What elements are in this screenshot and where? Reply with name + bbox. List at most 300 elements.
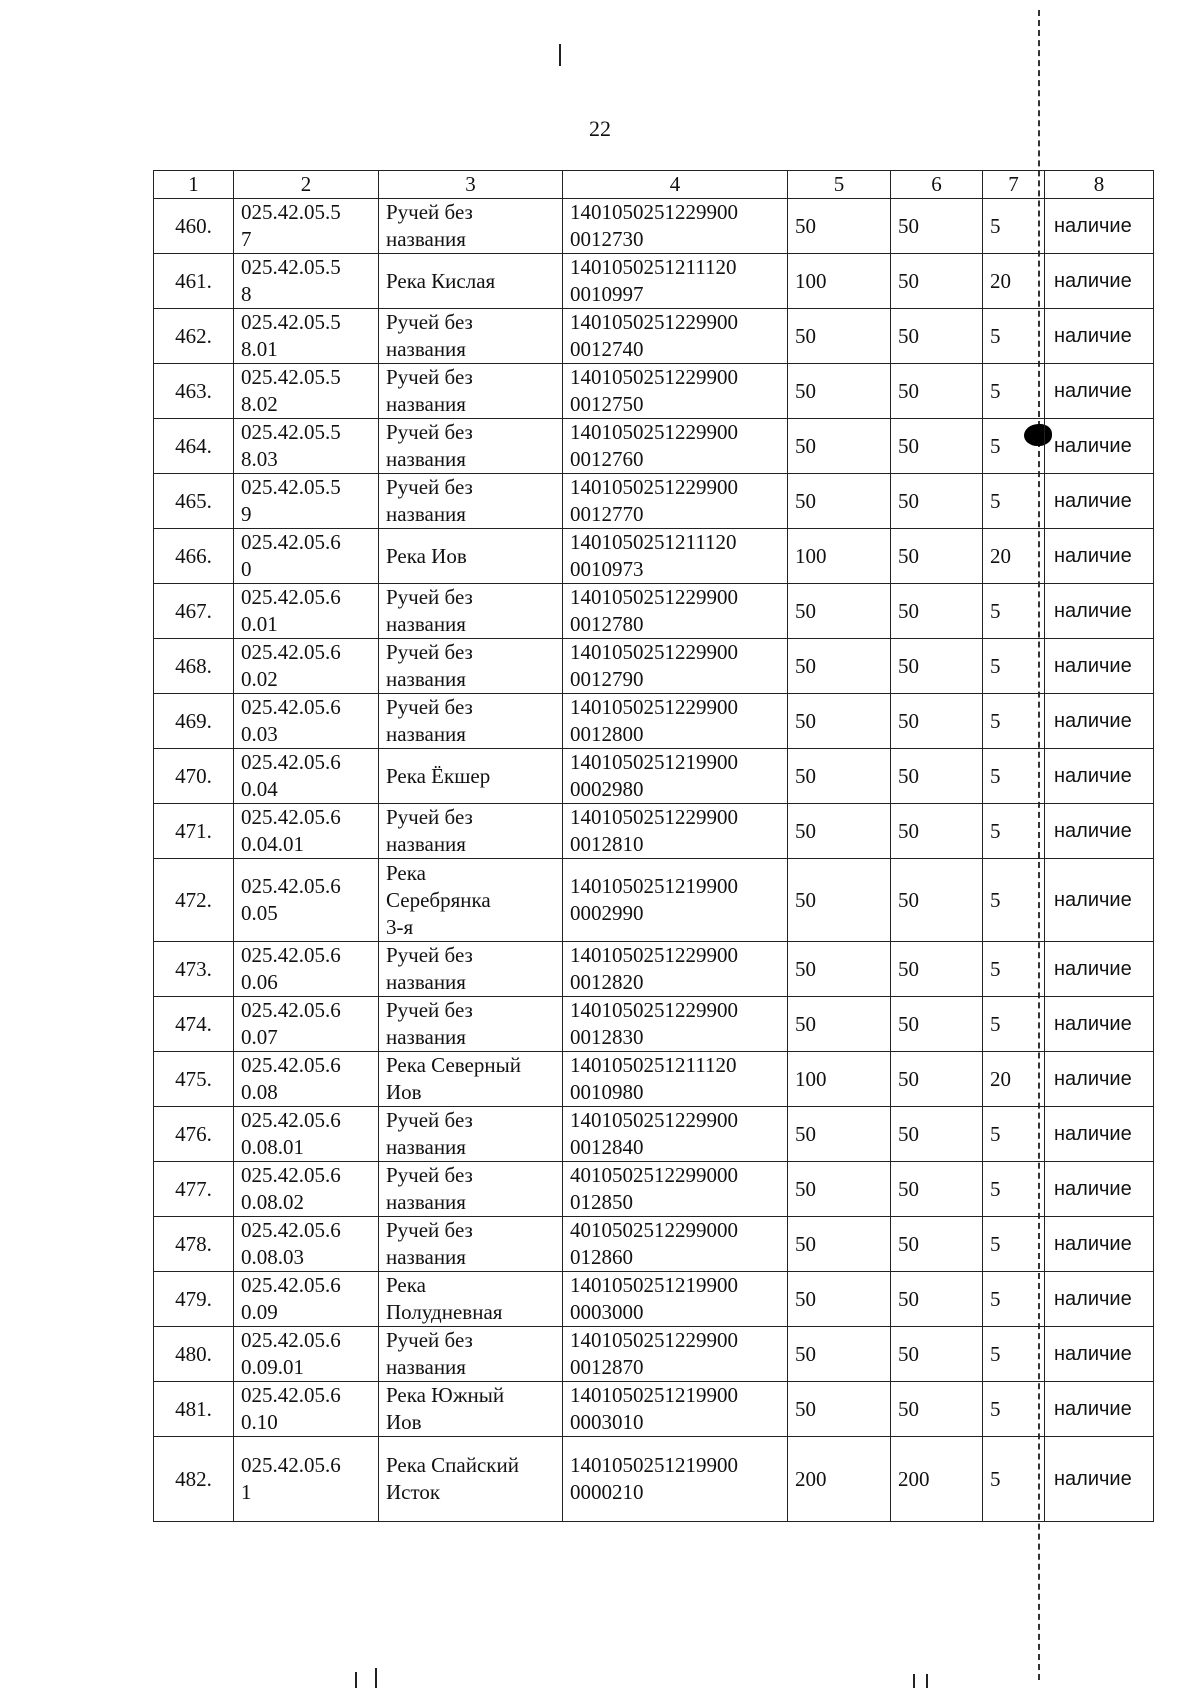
name-cell-line: Река Ёкшер — [386, 763, 491, 788]
row-number-cell: 476. — [154, 1107, 234, 1162]
name-cell-line: названия — [386, 612, 466, 636]
presence-cell: наличие — [1045, 199, 1154, 254]
value-cell-7: 5 — [983, 694, 1045, 749]
presence-cell: наличие — [1045, 639, 1154, 694]
registry-code-cell-line: 0012820 — [570, 970, 644, 994]
code-cell — [234, 1217, 379, 1272]
registry-code-cell — [563, 804, 788, 859]
code-cell-line: 025.42.05.6 — [241, 695, 341, 719]
code-cell — [234, 419, 379, 474]
name-cell-line: названия — [386, 1025, 466, 1049]
code-cell — [234, 694, 379, 749]
row-number-cell: 475. — [154, 1052, 234, 1107]
name-cell-line: Река — [386, 1273, 426, 1297]
code-cell — [234, 199, 379, 254]
code-cell — [234, 364, 379, 419]
value-cell-7: 20 — [983, 529, 1045, 584]
registry-code-cell — [563, 1382, 788, 1437]
value-cell-6: 50 — [891, 474, 983, 529]
presence-cell: наличие — [1045, 364, 1154, 419]
code-cell-line: 0.02 — [241, 667, 278, 691]
value-cell-6: 50 — [891, 997, 983, 1052]
code-cell — [234, 997, 379, 1052]
name-cell-line: Исток — [386, 1480, 441, 1504]
registry-code-cell — [563, 199, 788, 254]
value-cell-7: 5 — [983, 309, 1045, 364]
value-cell-7: 5 — [983, 1437, 1045, 1522]
table-row — [154, 254, 1154, 309]
column-header: 5 — [788, 171, 891, 199]
code-cell-line: 0.08.03 — [241, 1245, 304, 1269]
value-cell-6: 50 — [891, 1327, 983, 1382]
value-cell-5: 50 — [788, 749, 891, 804]
code-cell-line: 025.42.05.6 — [241, 640, 341, 664]
table-row — [154, 1217, 1154, 1272]
name-cell — [379, 1052, 563, 1107]
value-cell-5: 50 — [788, 1217, 891, 1272]
value-cell-6: 50 — [891, 309, 983, 364]
code-cell-line: 025.42.05.6 — [241, 1218, 341, 1242]
table-row — [154, 419, 1154, 474]
name-cell — [379, 749, 563, 804]
table-row — [154, 804, 1154, 859]
code-cell-line: 025.42.05.6 — [241, 530, 341, 554]
registry-code-cell-line: 1401050251229900 — [570, 365, 738, 389]
value-cell-6: 50 — [891, 1107, 983, 1162]
registry-code-cell-line: 0000210 — [570, 1480, 644, 1504]
registry-code-cell — [563, 694, 788, 749]
code-cell-line: 0.09.01 — [241, 1355, 304, 1379]
row-number-cell: 471. — [154, 804, 234, 859]
presence-cell: наличие — [1045, 694, 1154, 749]
code-cell-line: 025.42.05.6 — [241, 1328, 341, 1352]
table-row — [154, 1162, 1154, 1217]
presence-cell: наличие — [1045, 309, 1154, 364]
code-cell — [234, 1437, 379, 1522]
registry-code-cell-line: 1401050251211120 — [570, 1053, 737, 1077]
page-number: 22 — [589, 116, 611, 141]
presence-cell: наличие — [1045, 859, 1154, 942]
code-cell-line: 025.42.05.6 — [241, 1163, 341, 1187]
value-cell-6: 200 — [891, 1437, 983, 1522]
name-cell-line: Ручей без — [386, 998, 473, 1022]
presence-cell: наличие — [1045, 1327, 1154, 1382]
value-cell-6: 50 — [891, 804, 983, 859]
presence-cell: наличие — [1045, 1272, 1154, 1327]
presence-cell: наличие — [1045, 529, 1154, 584]
value-cell-6: 50 — [891, 419, 983, 474]
registry-code-cell — [563, 1052, 788, 1107]
name-cell-line: Серебрянка — [386, 887, 491, 912]
registry-code-cell-line: 0003000 — [570, 1300, 644, 1324]
registry-code-cell — [563, 474, 788, 529]
value-cell-7: 5 — [983, 584, 1045, 639]
registry-code-cell-line: 0012800 — [570, 722, 644, 746]
name-cell — [379, 1327, 563, 1382]
registry-code-cell-line: 1401050251219900 — [570, 1453, 738, 1477]
name-cell-line: названия — [386, 447, 466, 471]
name-cell-line: 3-я — [386, 914, 414, 939]
value-cell-6: 50 — [891, 199, 983, 254]
name-cell-line: Иов — [386, 1410, 422, 1434]
name-cell-line: Ручей без — [386, 1218, 473, 1242]
registry-code-cell-line: 0012770 — [570, 502, 644, 526]
name-cell — [379, 529, 563, 584]
code-cell-line: 025.42.05.6 — [241, 943, 341, 967]
table-row — [154, 1272, 1154, 1327]
registry-code-cell-line: 0012830 — [570, 1025, 644, 1049]
code-cell — [234, 749, 379, 804]
registry-code-cell-line: 1401050251229900 — [570, 695, 738, 719]
value-cell-5: 200 — [788, 1437, 891, 1522]
name-cell-line: Ручей без — [386, 475, 473, 499]
name-cell — [379, 942, 563, 997]
table-row — [154, 1327, 1154, 1382]
row-number-cell: 481. — [154, 1382, 234, 1437]
registry-code-cell — [563, 529, 788, 584]
presence-cell: наличие — [1045, 1052, 1154, 1107]
registry-code-cell-line: 0012730 — [570, 227, 644, 251]
name-cell-line: названия — [386, 1245, 466, 1269]
row-number-cell: 462. — [154, 309, 234, 364]
registry-code-cell-line: 1401050251229900 — [570, 200, 738, 224]
scan-mark-bottom — [926, 1674, 928, 1688]
registry-code-cell-line: 1401050251229900 — [570, 475, 738, 499]
value-cell-5: 50 — [788, 474, 891, 529]
column-header: 2 — [234, 171, 379, 199]
name-cell-line: названия — [386, 832, 466, 856]
name-cell — [379, 1437, 563, 1522]
registry-code-cell — [563, 584, 788, 639]
name-cell-line: Ручей без — [386, 1108, 473, 1132]
registry-code-cell-line: 1401050251219900 — [570, 874, 738, 898]
code-cell — [234, 584, 379, 639]
name-cell-line: Иов — [386, 1080, 422, 1104]
row-number-cell: 469. — [154, 694, 234, 749]
registry-code-cell — [563, 1437, 788, 1522]
code-cell — [234, 309, 379, 364]
value-cell-7: 5 — [983, 1327, 1045, 1382]
row-number-cell: 477. — [154, 1162, 234, 1217]
presence-cell: наличие — [1045, 997, 1154, 1052]
registry-code-cell — [563, 254, 788, 309]
registry-code-cell-line: 1401050251219900 — [570, 750, 738, 774]
value-cell-5: 50 — [788, 1272, 891, 1327]
name-cell-line: названия — [386, 722, 466, 746]
row-number-cell: 464. — [154, 419, 234, 474]
code-cell — [234, 529, 379, 584]
row-number-cell: 466. — [154, 529, 234, 584]
table-row — [154, 1382, 1154, 1437]
value-cell-7: 5 — [983, 749, 1045, 804]
value-cell-6: 50 — [891, 584, 983, 639]
row-number-cell: 467. — [154, 584, 234, 639]
code-cell-line: 025.42.05.6 — [241, 805, 341, 829]
table-row — [154, 694, 1154, 749]
table-row — [154, 749, 1154, 804]
name-cell-line: Ручей без — [386, 585, 473, 609]
table-row — [154, 199, 1154, 254]
name-cell-line: Ручей без — [386, 695, 473, 719]
code-cell — [234, 1272, 379, 1327]
code-cell — [234, 1382, 379, 1437]
value-cell-7: 5 — [983, 997, 1045, 1052]
value-cell-5: 100 — [788, 529, 891, 584]
registry-code-cell-line: 4010502512299000 — [570, 1163, 738, 1187]
table-row — [154, 997, 1154, 1052]
name-cell — [379, 1217, 563, 1272]
name-cell-line: Ручей без — [386, 943, 473, 967]
scan-mark-bottom — [913, 1674, 915, 1688]
value-cell-7: 5 — [983, 859, 1045, 942]
value-cell-5: 50 — [788, 364, 891, 419]
name-cell-line: Река Кислая — [386, 268, 496, 293]
value-cell-6: 50 — [891, 694, 983, 749]
value-cell-7: 5 — [983, 1217, 1045, 1272]
registry-code-cell — [563, 1327, 788, 1382]
row-number-cell: 470. — [154, 749, 234, 804]
name-cell — [379, 1162, 563, 1217]
code-cell-line: 0.08 — [241, 1080, 278, 1104]
name-cell-line: названия — [386, 970, 466, 994]
name-cell-line: названия — [386, 227, 466, 251]
code-cell-line: 025.42.05.6 — [241, 1383, 341, 1407]
code-cell-line: 0.03 — [241, 722, 278, 746]
registry-code-cell-line: 0012780 — [570, 612, 644, 636]
code-cell-line: 0.09 — [241, 1300, 278, 1324]
name-cell-line: Ручей без — [386, 1163, 473, 1187]
value-cell-6: 50 — [891, 1272, 983, 1327]
registry-code-cell — [563, 997, 788, 1052]
registry-code-cell-line: 0012840 — [570, 1135, 644, 1159]
row-number-cell: 461. — [154, 254, 234, 309]
value-cell-7: 5 — [983, 474, 1045, 529]
registry-code-cell-line: 1401050251229900 — [570, 943, 738, 967]
value-cell-6: 50 — [891, 254, 983, 309]
row-number-cell: 482. — [154, 1437, 234, 1522]
value-cell-5: 50 — [788, 309, 891, 364]
registry-code-cell-line: 0010980 — [570, 1080, 644, 1104]
value-cell-6: 50 — [891, 1162, 983, 1217]
registry-code-cell — [563, 639, 788, 694]
value-cell-6: 50 — [891, 749, 983, 804]
presence-cell: наличие — [1045, 1437, 1154, 1522]
name-cell — [379, 474, 563, 529]
registry-code-cell — [563, 859, 788, 942]
code-cell-line: 0 — [241, 557, 252, 581]
header-row — [154, 171, 1154, 199]
presence-cell: наличие — [1045, 1162, 1154, 1217]
scan-mark-top — [559, 44, 561, 66]
code-cell-line: 025.42.05.6 — [241, 874, 341, 898]
code-cell — [234, 804, 379, 859]
code-cell-line: 025.42.05.6 — [241, 998, 341, 1022]
row-number-cell: 472. — [154, 859, 234, 942]
row-number-cell: 480. — [154, 1327, 234, 1382]
name-cell-line: названия — [386, 667, 466, 691]
table-row — [154, 1052, 1154, 1107]
code-cell-line: 025.42.05.6 — [241, 1453, 341, 1477]
value-cell-6: 50 — [891, 1382, 983, 1437]
name-cell — [379, 419, 563, 474]
name-cell — [379, 804, 563, 859]
registry-code-cell-line: 1401050251229900 — [570, 998, 738, 1022]
name-cell-line: названия — [386, 502, 466, 526]
name-cell — [379, 997, 563, 1052]
registry-code-cell-line: 0012810 — [570, 832, 644, 856]
value-cell-5: 50 — [788, 997, 891, 1052]
column-header: 6 — [891, 171, 983, 199]
name-cell — [379, 364, 563, 419]
code-cell-line: 0.08.01 — [241, 1135, 304, 1159]
value-cell-6: 50 — [891, 529, 983, 584]
value-cell-6: 50 — [891, 859, 983, 942]
value-cell-5: 50 — [788, 942, 891, 997]
value-cell-6: 50 — [891, 1052, 983, 1107]
name-cell — [379, 254, 563, 309]
column-header: 1 — [154, 171, 234, 199]
table-row — [154, 1437, 1154, 1522]
presence-cell: наличие — [1045, 942, 1154, 997]
name-cell-line: названия — [386, 1355, 466, 1379]
registry-code-cell-line: 0002980 — [570, 777, 644, 801]
registry-code-cell — [563, 942, 788, 997]
registry-code-cell-line: 0012740 — [570, 337, 644, 361]
code-cell — [234, 1162, 379, 1217]
name-cell — [379, 694, 563, 749]
row-number-cell: 465. — [154, 474, 234, 529]
value-cell-7: 5 — [983, 1162, 1045, 1217]
code-cell-line: 025.42.05.6 — [241, 1273, 341, 1297]
value-cell-7: 5 — [983, 1382, 1045, 1437]
value-cell-5: 50 — [788, 1382, 891, 1437]
value-cell-5: 50 — [788, 859, 891, 942]
registry-code-cell-line: 0010997 — [570, 282, 644, 306]
name-cell — [379, 639, 563, 694]
value-cell-5: 100 — [788, 1052, 891, 1107]
registry-code-cell-line: 0003010 — [570, 1410, 644, 1434]
name-cell — [379, 199, 563, 254]
value-cell-7: 5 — [983, 419, 1045, 474]
registry-code-cell-line: 0002990 — [570, 901, 644, 925]
name-cell-line: Река Южный — [386, 1383, 505, 1407]
code-cell — [234, 1327, 379, 1382]
value-cell-6: 50 — [891, 639, 983, 694]
table-row — [154, 529, 1154, 584]
registry-code-cell-line: 0010973 — [570, 557, 644, 581]
value-cell-6: 50 — [891, 1217, 983, 1272]
code-cell-line: 025.42.05.5 — [241, 310, 341, 334]
code-cell-line: 8 — [241, 282, 252, 306]
registry-code-cell-line: 1401050251211120 — [570, 255, 737, 279]
code-cell — [234, 859, 379, 942]
code-cell-line: 025.42.05.5 — [241, 420, 341, 444]
value-cell-6: 50 — [891, 942, 983, 997]
code-cell-line: 0.04.01 — [241, 832, 304, 856]
presence-cell: наличие — [1045, 749, 1154, 804]
table-row — [154, 859, 1154, 942]
row-number-cell: 479. — [154, 1272, 234, 1327]
code-cell — [234, 639, 379, 694]
code-cell-line: 0.01 — [241, 612, 278, 636]
registry-code-cell-line: 0012760 — [570, 447, 644, 471]
registry-code-cell-line: 4010502512299000 — [570, 1218, 738, 1242]
registry-code-cell — [563, 1272, 788, 1327]
code-cell — [234, 474, 379, 529]
name-cell-line: Ручей без — [386, 805, 473, 829]
water-bodies-table — [153, 170, 1154, 1522]
name-cell-line: Река Северный — [386, 1053, 521, 1077]
value-cell-5: 50 — [788, 804, 891, 859]
registry-code-cell-line: 0012750 — [570, 392, 644, 416]
table-row — [154, 364, 1154, 419]
value-cell-5: 50 — [788, 639, 891, 694]
value-cell-5: 50 — [788, 419, 891, 474]
registry-code-cell — [563, 309, 788, 364]
code-cell-line: 8.02 — [241, 392, 278, 416]
registry-code-cell-line: 1401050251211120 — [570, 530, 737, 554]
name-cell-line: названия — [386, 1190, 466, 1214]
name-cell-line: Полудневная — [386, 1300, 503, 1324]
value-cell-7: 5 — [983, 1107, 1045, 1162]
registry-code-cell — [563, 419, 788, 474]
registry-code-cell-line: 0012790 — [570, 667, 644, 691]
value-cell-7: 5 — [983, 199, 1045, 254]
presence-cell: наличие — [1045, 1217, 1154, 1272]
code-cell — [234, 1107, 379, 1162]
presence-cell: наличие — [1045, 1382, 1154, 1437]
value-cell-5: 100 — [788, 254, 891, 309]
table-row — [154, 1107, 1154, 1162]
value-cell-5: 50 — [788, 1327, 891, 1382]
table-row — [154, 942, 1154, 997]
code-cell-line: 8.03 — [241, 447, 278, 471]
registry-code-cell-line: 1401050251229900 — [570, 420, 738, 444]
column-header: 7 — [983, 171, 1045, 199]
registry-code-cell-line: 1401050251229900 — [570, 805, 738, 829]
code-cell-line: 7 — [241, 227, 252, 251]
registry-code-cell-line: 1401050251229900 — [570, 1108, 738, 1132]
code-cell-line: 0.08.02 — [241, 1190, 304, 1214]
registry-code-cell — [563, 364, 788, 419]
presence-cell: наличие — [1045, 254, 1154, 309]
value-cell-5: 50 — [788, 694, 891, 749]
name-cell-line: Ручей без — [386, 310, 473, 334]
value-cell-5: 50 — [788, 199, 891, 254]
registry-code-cell-line: 1401050251229900 — [570, 585, 738, 609]
column-header: 3 — [379, 171, 563, 199]
row-number-cell: 474. — [154, 997, 234, 1052]
value-cell-5: 50 — [788, 1162, 891, 1217]
name-cell-line: Ручей без — [386, 640, 473, 664]
code-cell-line: 1 — [241, 1480, 252, 1504]
code-cell-line: 025.42.05.5 — [241, 475, 341, 499]
table-body — [154, 199, 1154, 1522]
code-cell-line: 025.42.05.5 — [241, 255, 341, 279]
name-cell-line: названия — [386, 1135, 466, 1159]
code-cell-line: 025.42.05.6 — [241, 1053, 341, 1077]
name-cell-line: Река Иов — [386, 543, 467, 568]
registry-code-cell-line: 0012870 — [570, 1355, 644, 1379]
code-cell-line: 025.42.05.5 — [241, 200, 341, 224]
code-cell-line: 025.42.05.6 — [241, 1108, 341, 1132]
value-cell-7: 5 — [983, 804, 1045, 859]
name-cell-line: Река — [386, 860, 426, 885]
value-cell-7: 5 — [983, 364, 1045, 419]
name-cell-line: Река Спайский — [386, 1453, 519, 1477]
column-header: 4 — [563, 171, 788, 199]
row-number-cell: 478. — [154, 1217, 234, 1272]
